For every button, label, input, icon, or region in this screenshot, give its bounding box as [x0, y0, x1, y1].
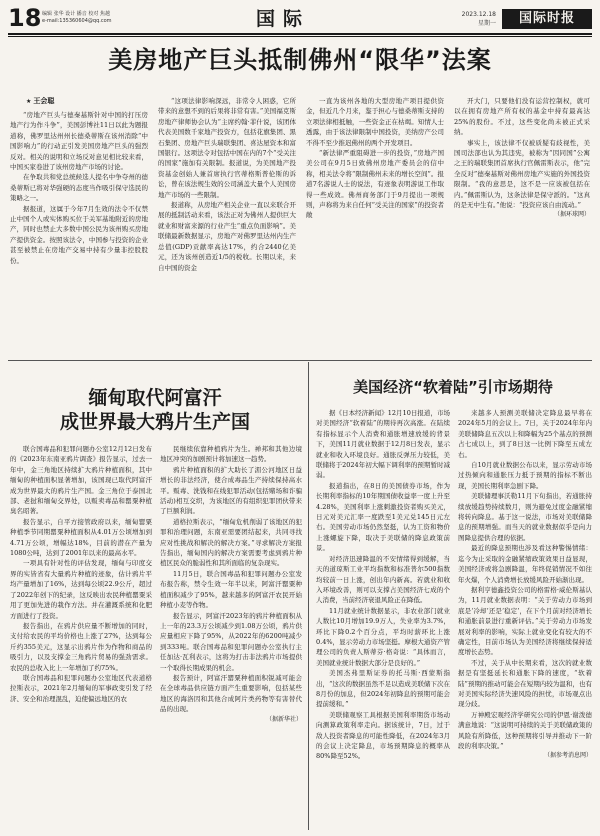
article-paragraph: 联合国毒品和犯罪问题办公室12月12日发布的《2023年东南亚鸦片调查》报告显示，过去一年中，金三角地区持续扩大鸦片种植面积，其中缅甸的种植面积显著增加，该国现已取代阿富汗成为世界最大的鸦片生产国。金三角位于泰国北部、老挝和缅甸交界处，以贩卖毒品和罂粟种植臭名昭著。 [10, 445, 152, 516]
source-credit: （据环球网） [553, 211, 590, 219]
column-divider [308, 362, 309, 830]
article-paragraph: 事实上，该法律不仅被质疑有歧视性，美国司法部也认为其违宪，被称为“因同国”公寓之王的瑞联集团首席执行官佩雷斯表示，他“完全反对”德秦基斯对佛州房地产实施的外国投资限制。“我的意思是，这不是一应该被包括在内。”佩雷斯认为，这条法律是保守派的。“这真的是无中生有。”他说：“投资应该自由流动。” [454, 138, 590, 210]
article-paragraph: 报告显示，自平方接管政府以来，缅甸罂粟种植季节同期罂粟种植面积从4.01万公顷增加到4.71万公顷，增幅达18%，目前的潜在产量为1080公吨，达到了2001年以来的最高水平。 [10, 517, 152, 558]
dateline [462, 10, 496, 28]
article-paragraph: 对经济迅速降温的不安情绪得到缓解，当天的道琼斯工业平均指数和标准普尔500指数均较前一日上涨，创出年内新高。若就业和收入环境改善，则可以支撑占美国经济七成的个人消费，当前经济衰退风险正在降低。 [316, 554, 450, 605]
article-paragraph: 开大门，只要他们没有运营控制权，就可以在拥有房地产所有权的基金中持有最高达25%的股份。不过，这些变化尚未被正式采纳。 [454, 97, 590, 137]
article-paragraph: 在争取共和党总统候选人提名中争夺州的德桑蒂斯已将对华强硬的态度当作吸引保守选民的策略之一。 [10, 173, 148, 203]
article-paragraph: 不过，关于从中长期来看，这次的就业数据是有坚挺延长和通胀下降的速度，“软着陆”预期的推动可能会在短期内较为温和，也有对美国实际经济失速风险的担忧，市场观点出现分歧。 [458, 658, 592, 709]
article2-column-2 [160, 444, 302, 828]
article3-column-2 [458, 408, 592, 828]
newspaper-logo: 国际时报 [502, 9, 592, 29]
article-paragraph: 一直为该州各地的大型房地产项目提供资金，但近几个月来，鉴于担心与德桑蒂斯支持的立项法律相抵触，一些资金正在枯竭。知情人士透露，由于该法律限制中国投资，美纳房产公司不得不至少推迟佛州的两个开发项目。 [306, 97, 444, 147]
article1-column-3 [306, 96, 444, 350]
article-paragraph: “房地产巨头与德秦基斯针对中国的打压房地产行为作斗争”，美国彭博社11日以此为题报道称，佛罗里达州州长德桑蒂斯在该州消除“中国影响力”的行动正引发美国房地产巨头的强烈反对。相关的说明和立场反对意见相比较来看，中国买家卷进了该州房地产市场的讨论。 [10, 111, 148, 172]
masthead-rule [8, 33, 592, 35]
masthead-rule-thin [8, 36, 592, 37]
source-credit: （据参考消息网） [543, 752, 592, 760]
article-paragraph: 鸦片种植面积的扩大助长了湄公河地区日益增长的非法经济，使合成毒品生产持续保持高水平。贩毒、洗钱和在线犯罪活动(包括赌场和诈骗活动)相互交织，为该地区的有组织犯罪团伙带来了巨额利润。 [160, 465, 302, 516]
article-paragraph: 民继续依靠种植鸦片为生。禅邦和其他边境地区冲突的加剧预计将加速这一趋势。 [160, 445, 302, 464]
article-paragraph: 一项具有针对性的评估发现，缅甸与印度交界的实皆省有大量鸦片种植的迹象，估计鸦片平均产量增加了16%，达到每公顷22.9公斤，超过了2022年创下的纪录，这反映出农民种植罂粟采用了更加先进的栽作方法。并在灌溉系统和化肥方面进行了投资。 [10, 559, 152, 620]
article2-title-line2: 成世界最大鸦片生产国 [59, 411, 250, 433]
article-paragraph: “新法律严重阻碍进一步的投资，”房地产国美公司在9月5日致佛州房地产委员会的信中称，相关法令将“限制佛州未来的增长空间”。报道7名游说人士的说法，有迹象表明游说工作取得一些成效。佛州商务部门于9月提出一项规则，声称将为来自任何“受关注的国家”的投资者敞 [306, 149, 444, 220]
article-paragraph: “这项法律影响深远，非常令人困惑，它所带来的意想不到的后果将非常有害。”美国福克斯房地产律师协会认为“主席约翰·菲什说，该团体代表美国数千家地产投资方，包括花旗集团、黑石集团、房地产巨头瑞联集团、喜达屋资本和富国银行。这项法令对包括中国在内的7个“受关注的国家”施加有关限制。报道说，为美国地产投资基金创始人兼首席执行官蒂格斯普伦斯的诉讼，曾在该法规生效的公司涵盖大量个人美国房地产市场的一些限制。 [158, 97, 296, 199]
article2-title [10, 386, 300, 434]
section-title: 国际 [256, 8, 311, 30]
article-headline: 美房地产巨头抵制佛州“限华”法案 [108, 46, 492, 74]
staff-info [42, 11, 112, 25]
masthead [8, 6, 592, 34]
article-author: ★ 王会聪 [26, 96, 54, 106]
page-number: 18 [8, 4, 42, 32]
article3-column-1 [316, 408, 450, 828]
article-paragraph: 万神殿宏观经济学研究公司的伊恩·谢泼德满意地说：“这说明可持续的关于美联储政策的风险有所降低，这种预期将引导并推动下一阶段的利率决策。” [458, 710, 592, 750]
article-paragraph: 报告预计，阿富汗罂粟种植面积锐减可能会在全球毒品供应链方面产生重要影响，包括某些地区的海洛因和其他合成阿片类药物等有害替代品的出现。 [160, 673, 302, 714]
article-paragraph: 美国杰弗里斯证券的托马斯·西蒙斯指出，“这次的数据虽然不足以造成美联储下次在8月份的加息，但2024年初降息的预期可能会提前缓和。” [316, 669, 450, 709]
article-paragraph: 据利亨德鑫投资公司的格雷格·威伦斯基认为，11月就业数据表明：“关于劳动力市场到底是‘冷却’还是‘稳定’，在下个月前对经济增长和通胀前景进行重新评估。”关于劳动力市场发展对利率的影响，实际上就业变化有较大的不确定性，目前市场认为美国经济将继续保持适度增长态势。 [458, 585, 592, 657]
staff-line: 编辑 张华 设计 播音 校对 焦越 [42, 11, 110, 17]
article-paragraph: 美联储观察工具根据美国利率期货市场动向测算政策利率走向。据该统计，7日，过于敌人投资者降息的可能性降低，在2024年3月的会议上决定降息，市场预期降息的概率从80%降至52%。 [316, 710, 450, 761]
section-divider [8, 360, 592, 361]
article2-title-line1: 缅甸取代阿富汗 [88, 387, 222, 409]
article-paragraph: 联合国毒品和犯罪问题办公室地区代表道格拉斯表示，2021年2月缅甸的军事政变引发了经济、安全和治理混乱，迫使偏远地区的农 [10, 673, 152, 703]
article-paragraph: 11月就业统计数据显示，非农业部门就业人数比10月增加19.9万人，失业率为3.7%，环比下降0.2个百分点，平均时薪环比上涨0.4%，显示劳动力市场坚挺。摩根大通资产管理公司的负责人斯蒂芬·格奇说：“具体而言，美国就业统计数据大部分是良好的。” [316, 606, 450, 667]
article-paragraph: 道格拉斯表示，“缅甸危机削弱了该地区的犯罪和治理问题，东南亚需要团结起来，共同寻找应对性挑战和解决的解决方案。”寻求解决方案报告指出，缅甸国内的解决方案需要考虑到鸦片种植区民众的脆弱性和其所面临的复杂现实。 [160, 517, 302, 568]
article-paragraph: 据《日本经济新闻》12月10日报道，市场对美国经济“软着陆”的期待再次高涨。在陆续有指标显示个人消费和通胀增速放缓的背景下，美国11月就业数据于12月8日发表，显示就业和收入环境良好。通胀反弹压力较低，美联储将于2024年初大幅下调利率的预期暂时减弱。 [316, 409, 450, 480]
article-paragraph: 11月5日，联合国毒品和犯罪问题办公室发布报告称，禁令生效一年半以来，阿富汗罂粟种植面积减少了95%，越来越多的阿富汗农民开始种植小麦等作物。 [160, 569, 302, 610]
article-paragraph: 报告指出，在鸦片供应量不断增加的同时，支付给农民的平均价格也上涨了27%，达到每公斤约355美元，这显示出鸦片作为作物和商品的吸引力，以及支撑金三角鸦片贸易的强劲需求。农民的总收入比上一年增加了约75%。 [10, 621, 152, 672]
article-paragraph: 来越多人预测美联储决定降息最早将在2024年5月的会议上。7日，关于2024年年内美联储降息五次以上和降幅为25个基点的预测占七成以上，到了8日这一比例下降至五成左右。 [458, 409, 592, 459]
article1-column-2 [158, 96, 296, 350]
article-paragraph: 自10月就业数据公布以来，显示劳动市场过热倾向和通胀压力抵于预期的指标不断出现，美国长期利率急剧下降。 [458, 461, 592, 490]
article-paragraph: 最近的降息预期也涉及看这种警惕情绪：迄今为止采取的金融紧缩政策效果日益显现，美国经济或将急剧降温，年终促销情况不如往年火爆，个人消费增长放缓风险开始渐出现。 [458, 544, 592, 584]
article2-column-1 [10, 444, 152, 828]
article-paragraph: 报告显示，阿富汗2023年的鸦片种植面积从上一年的23.3万公顷减少到1.08万公顷，鸦片供应量相应下降了95%，从2022年的6200吨减少到333吨。联合国毒品和犯罪问题办公室执行主任加达·瓦利表示，这将为打击非法鸦片市场提供一个取得长期成果的机会。 [160, 611, 302, 672]
article-paragraph: 报道称，从房地产相关企业一直以来联合开展的抵制活动来看，该法正对为佛州人提供巨大就业和财富来源的行业产生“重点负面影响”。美联储最新数据显示，房地产对佛罗里达州内生产总值(GDP)贡献率高达17%，约合2440亿美元，还为该州创造近1/5的税收。长期以来，来自中国的资金 [158, 201, 296, 272]
article-paragraph: 报道指出，在8日的美国债券市场，作为长期利率指标的10年期国债收益率一度上升至4.28%，美国利率上涨刺激投资者购买美元，日元对美元汇率一度跌至1美元兑145日元左右。美国劳动市场仍然坚挺，认为工资和物价上涨螺旋下降，取决于美联储的降息政策前景。 [316, 481, 450, 553]
issue-weekday: 星期一 [477, 20, 496, 27]
issue-date: 2023.12.18 [461, 11, 496, 18]
article-paragraph: 美联储理事沃勒11月下旬指出，若通胀持续放缓趋势持续数月，则为避免过度金融紧缩将转向降息。基于这一说法，市场对美联储降息的预期增强。而当天的就业数据似乎是向力图降息提供合理的依据。 [458, 492, 592, 542]
staff-email: e-mail:135360604@qq.com [42, 18, 112, 24]
article3-headline: 美国经济“软着陆”引市场期待 [353, 378, 553, 396]
source-credit: （据新华社） [265, 715, 302, 723]
article1-column-4 [454, 96, 590, 350]
article-paragraph: 据报道，这属于今年7月生效的法令不仅禁止中国个人或实体购买位于关军基地附近的房地产，同时也禁止大多数中国公民为该州购买房地产提供资金。按照该法令，中国参与投资的企业甚至被禁止在房地产交易中持有少量非控股股份。 [10, 204, 148, 265]
article1-column-1 [10, 110, 148, 350]
